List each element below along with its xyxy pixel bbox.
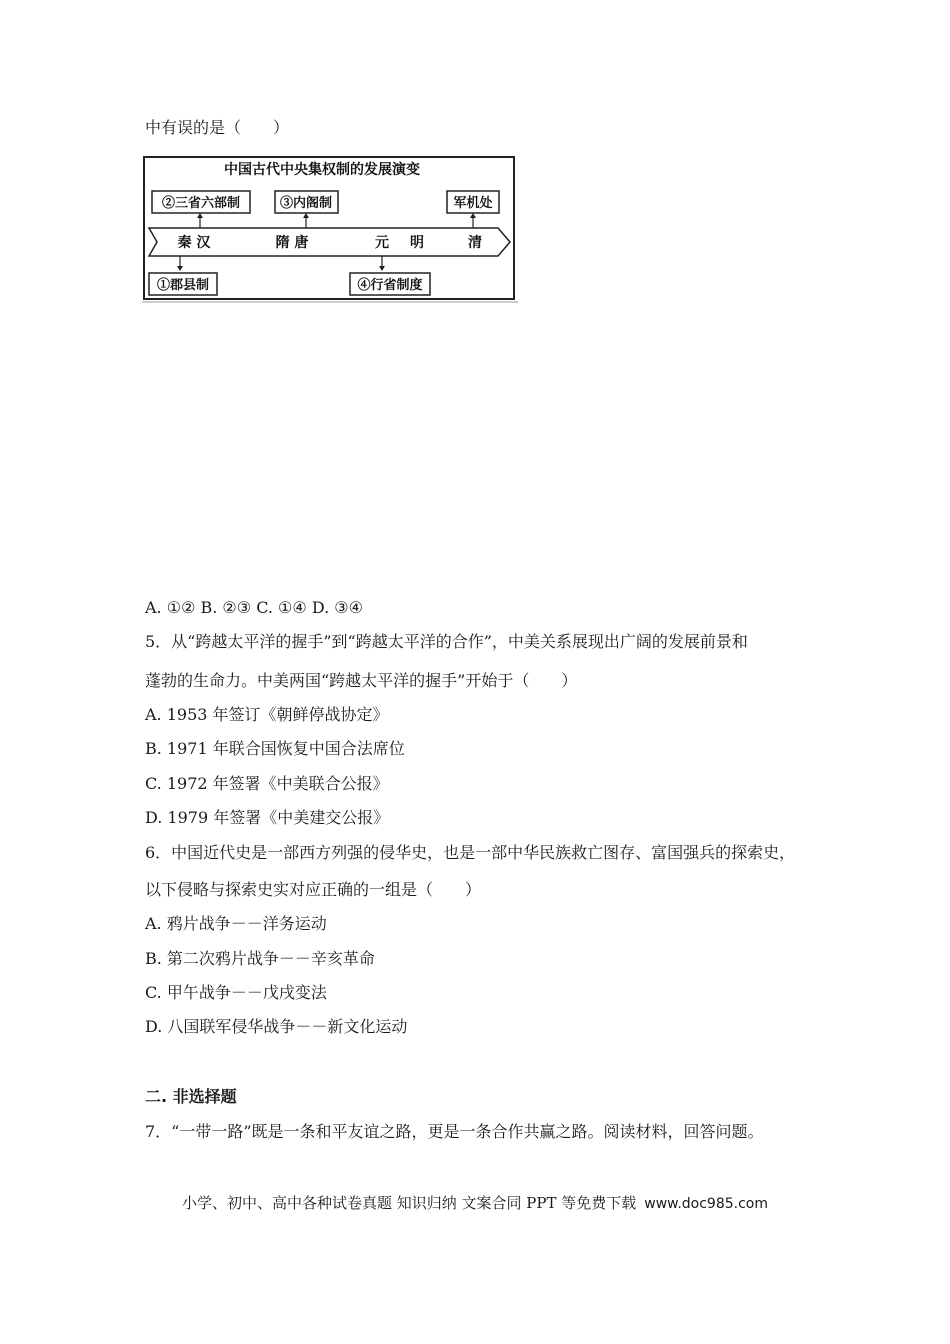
- diagram-title: 中国古代中央集权制的发展演变: [224, 162, 420, 178]
- q6-option-c: C. 甲午战争－－戊戌变法: [145, 983, 327, 1002]
- q6-stem-line1: 6．中国近代史是一部西方列强的侵华史，也是一部中华民族救亡图存、富国强兵的探索史，: [145, 843, 796, 862]
- period-yuan: 元: [375, 235, 389, 251]
- q5-stem-line1: 5．从“跨越太平洋的握手”到“跨越太平洋的合作”，中美关系展现出广阔的发展前景和: [145, 632, 748, 651]
- box-grand-council: 军机处: [453, 196, 493, 211]
- period-ming: 明: [410, 235, 424, 251]
- box-cabinet: ③内阁制: [279, 196, 333, 211]
- q4-stem-tail: 中有误的是（ ）: [145, 118, 290, 137]
- period-qing: 清: [468, 235, 482, 251]
- box-province-system: ④行省制度: [357, 278, 423, 293]
- q7-stem: 7．“一带一路”既是一条和平友谊之路，更是一条合作共赢之路。阅读材料，回答问题。: [145, 1122, 764, 1141]
- q5-option-d: D. 1979 年签署《中美建交公报》: [145, 808, 390, 827]
- q5-option-a: A. 1953 年签订《朝鲜停战协定》: [145, 705, 389, 724]
- q6-option-d: D. 八国联军侵华战争－－新文化运动: [145, 1017, 408, 1036]
- q4-options: A. ①② B. ②③ C. ①④ D. ③④: [145, 598, 363, 617]
- footer-text: 小学、初中、高中各种试卷真题 知识归纳 文案合同 PPT 等免费下载: [181, 1194, 637, 1212]
- q6-stem-line2: 以下侵略与探索史实对应正确的一组是（ ）: [145, 880, 482, 899]
- box-commandery-county: ①郡县制: [156, 278, 210, 293]
- q5-option-b: B. 1971 年联合国恢复中国合法席位: [145, 739, 405, 758]
- q5-stem-line2: 蓬勃的生命力。中美两国“跨越太平洋的握手”开始于（ ）: [145, 671, 578, 690]
- q6-option-b: B. 第二次鸦片战争－－辛亥革命: [145, 949, 375, 968]
- q5-option-c: C. 1972 年签署《中美联合公报》: [145, 774, 389, 793]
- section-heading: 二. 非选择题: [145, 1087, 237, 1106]
- period-qin-han: 秦 汉: [177, 235, 211, 251]
- page-footer: [0, 1192, 950, 1213]
- box-three-departments: ②三省六部制: [161, 196, 241, 211]
- centralization-timeline-diagram: [142, 155, 518, 303]
- footer-url[interactable]: www.doc985.com: [644, 1196, 768, 1212]
- period-sui-tang: 隋 唐: [275, 235, 309, 251]
- q6-option-a: A. 鸦片战争－－洋务运动: [145, 914, 327, 933]
